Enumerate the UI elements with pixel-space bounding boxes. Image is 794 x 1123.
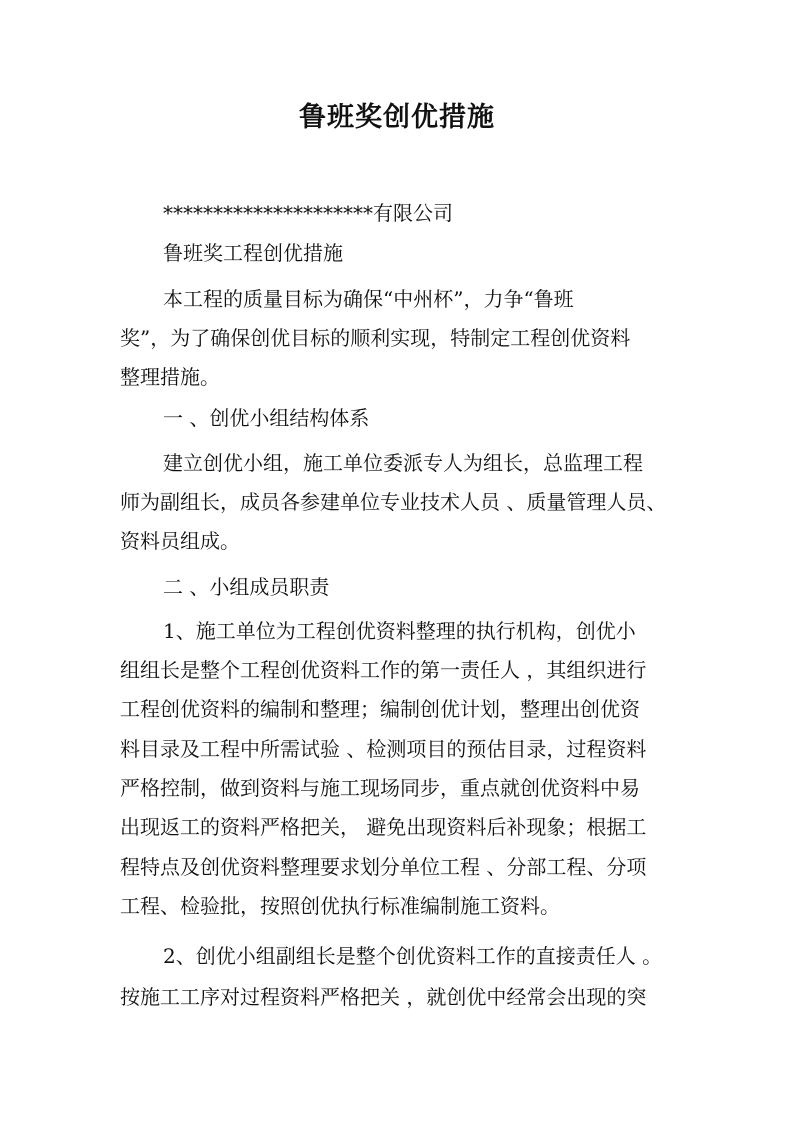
paragraph-line: 严格控制，做到资料与施工现场同步，重点就创优资料中易 [120,776,640,800]
page-title: 鲁班奖创优措施 [299,102,495,133]
paragraph-line: 工程创优资料的编制和整理；编制创优计划，整理出创优资 [120,697,640,721]
paragraph-line: 奖”，为了确保创优目标的顺利实现，特制定工程创优资料 [120,326,631,350]
subtitle: 鲁班奖工程创优措施 [163,241,343,265]
paragraph-line: 程特点及创优资料整理要求划分单位工程 、分部工程、分项 [120,855,647,879]
paragraph-line: 组组长是整个工程创优资料工作的第一责任人 ，其组织进行 [120,658,647,682]
paragraph-line: 1、施工单位为工程创优资料整理的执行机构，创优小 [163,619,636,643]
paragraph-line: 资料员组成。 [120,529,240,553]
paragraph-line: 工程、检验批，按照创优执行标准编制施工资料。 [120,894,560,918]
section-heading-1: 一 、创优小组结构体系 [163,406,370,430]
paragraph-line: 建立创优小组，施工单位委派专人为组长，总监理工程 [163,451,643,475]
section-heading-2: 二 、小组成员职责 [163,575,330,599]
paragraph-line: 料目录及工程中所需试验 、检测项目的预估目录，过程资料 [120,737,647,761]
paragraph-line: 师为副组长，成员各参建单位专业技术人员 、质量管理人员、 [120,490,667,514]
paragraph-line: 整理措施。 [120,365,220,389]
company-name: *********************有限公司 [163,201,453,225]
paragraph-line: 出现返工的资料严格把关， 避免出现资料后补现象；根据工 [120,815,647,839]
paragraph-line: 本工程的质量目标为确保“中州杯”，力争“鲁班 [163,287,574,311]
paragraph-line: 2、创优小组副组长是整个创优资料工作的直接责任人 。 [163,944,663,968]
paragraph-line: 按施工工序对过程资料严格把关 ，就创优中经常会出现的突 [120,985,647,1009]
